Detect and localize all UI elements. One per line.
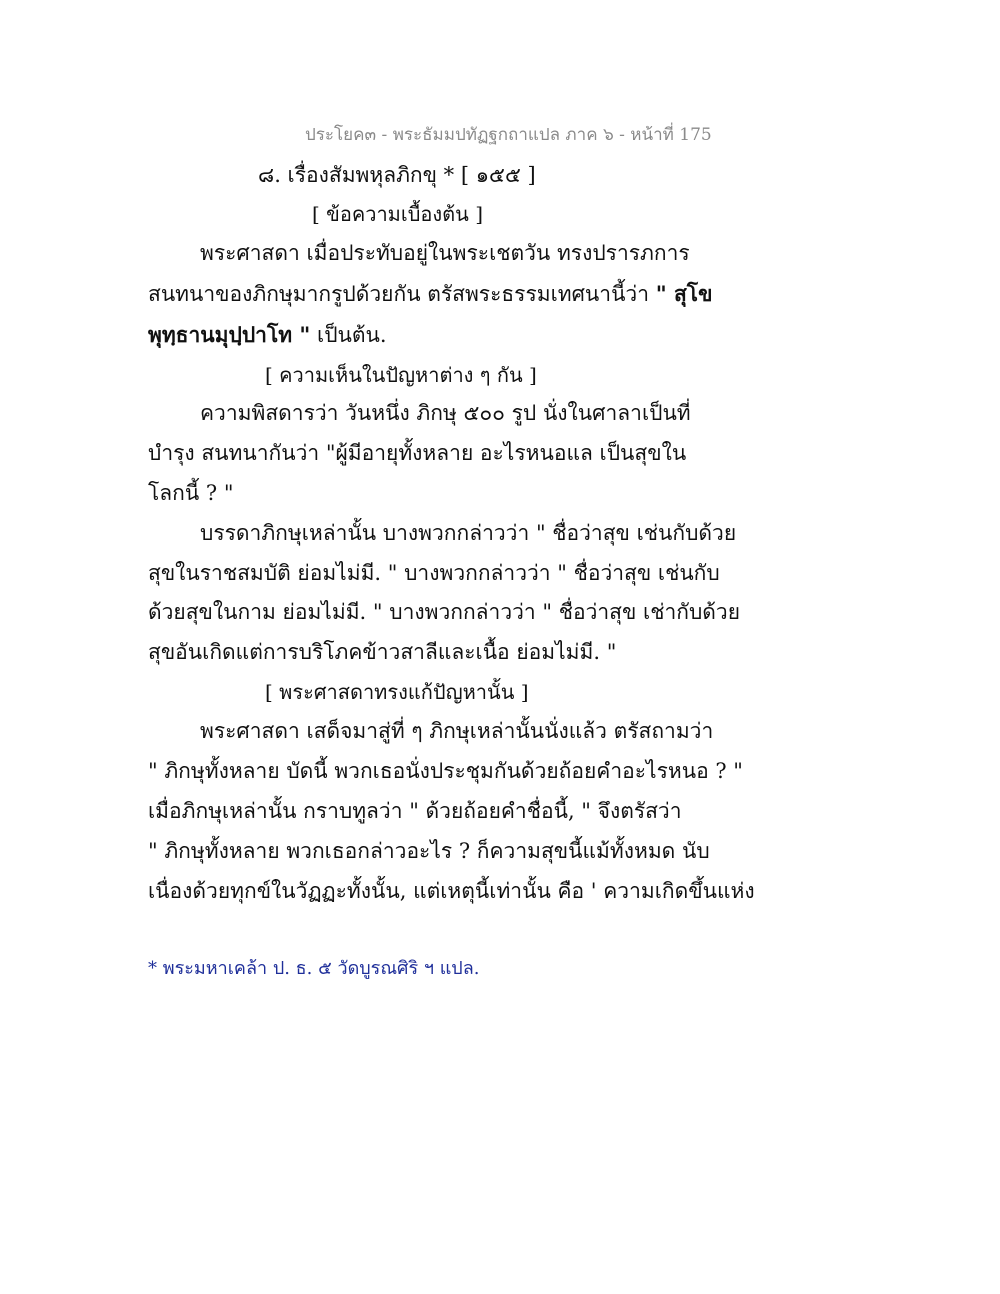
paragraph-2-line-2: บำรุง สนทนากันว่า "ผู้มีอายุทั้งหลาย อะไรหนอแล เป็นสุขใน xyxy=(148,441,687,465)
paragraph-1-line-2-text: สนทนาของภิกษุมากรูปด้วยกัน ตรัสพระธรรมเทศนานี้ว่า xyxy=(148,282,650,306)
section-heading-opening: [ ข้อความเบื้องต้น ] xyxy=(312,202,483,226)
paragraph-4-line-5: เนื่องด้วยทุกข์ในวัฏฏะทั้งนั้น, แต่เหตุนี้เท่านั้น คือ ' ความเกิดขึ้นแห่ง xyxy=(148,879,755,903)
paragraph-2-line-3: โลกนี้ ? " xyxy=(148,481,234,505)
paragraph-4-line-4: " ภิกษุทั้งหลาย พวกเธอกล่าวอะไร ? ก็ความสุขนี้แม้ทั้งหมด นับ xyxy=(148,839,710,863)
paragraph-3-line-3: ด้วยสุขในกาม ย่อมไม่มี. " บางพวกกล่าวว่า " ชื่อว่าสุข เช่ากับด้วย xyxy=(148,600,741,624)
footnote: * พระมหาเคล้า ป. ธ. ๕ วัดบูรณศิริ ฯ แปล. xyxy=(148,958,480,979)
paragraph-1-line-2 xyxy=(148,279,712,309)
section-heading-answer: [ พระศาสดาทรงแก้ปัญหานั้น ] xyxy=(265,680,529,704)
pali-quote-end: พุทฺธานมุปฺปาโท " xyxy=(148,322,311,347)
paragraph-3-line-2: สุขในราชสมบัติ ย่อมไม่มี. " บางพวกกล่าวว่า " ชื่อว่าสุข เช่นกับ xyxy=(148,561,720,585)
pali-quote-start: " สุโข xyxy=(655,281,713,306)
paragraph-4-line-3: เมื่อภิกษุเหล่านั้น กราบทูลว่า " ด้วยถ้อยคำชื่อนี้, " จึงตรัสว่า xyxy=(148,799,682,823)
paragraph-1-line-3-text: เป็นต้น. xyxy=(317,323,387,347)
paragraph-4-line-1: พระศาสดา เสด็จมาสู่ที่ ๆ ภิกษุเหล่านั้นนั่งแล้ว ตรัสถามว่า xyxy=(200,719,714,743)
paragraph-2-line-1: ความพิสดารว่า วันหนึ่ง ภิกษุ ๕๐๐ รูป นั่งในศาลาเป็นที่ xyxy=(200,401,691,425)
paragraph-1-line-1: พระศาสดา เมื่อประทับอยู่ในพระเชตวัน ทรงปรารภการ xyxy=(200,241,690,265)
paragraph-3-line-4: สุขอันเกิดแต่การบริโภคข้าวสาลีและเนื้อ ย่อมไม่มี. " xyxy=(148,640,617,664)
paragraph-4-line-2: " ภิกษุทั้งหลาย บัดนี้ พวกเธอนั่งประชุมกันด้วยถ้อยคำอะไรหนอ ? " xyxy=(148,759,743,783)
paragraph-3-line-1: บรรดาภิกษุเหล่านั้น บางพวกกล่าวว่า " ชื่อว่าสุข เช่นกับด้วย xyxy=(200,521,737,545)
story-title: ๘. เรื่องสัมพหุลภิกขุ * [ ๑๕๕ ] xyxy=(258,163,536,187)
section-heading-views: [ ความเห็นในปัญหาต่าง ๆ กัน ] xyxy=(265,363,537,387)
page-header: ประโยค๓ - พระธัมมปทัฏฐกถาแปล ภาค ๖ - หน้าที่ 175 xyxy=(305,125,712,145)
paragraph-1-line-3 xyxy=(148,320,387,350)
